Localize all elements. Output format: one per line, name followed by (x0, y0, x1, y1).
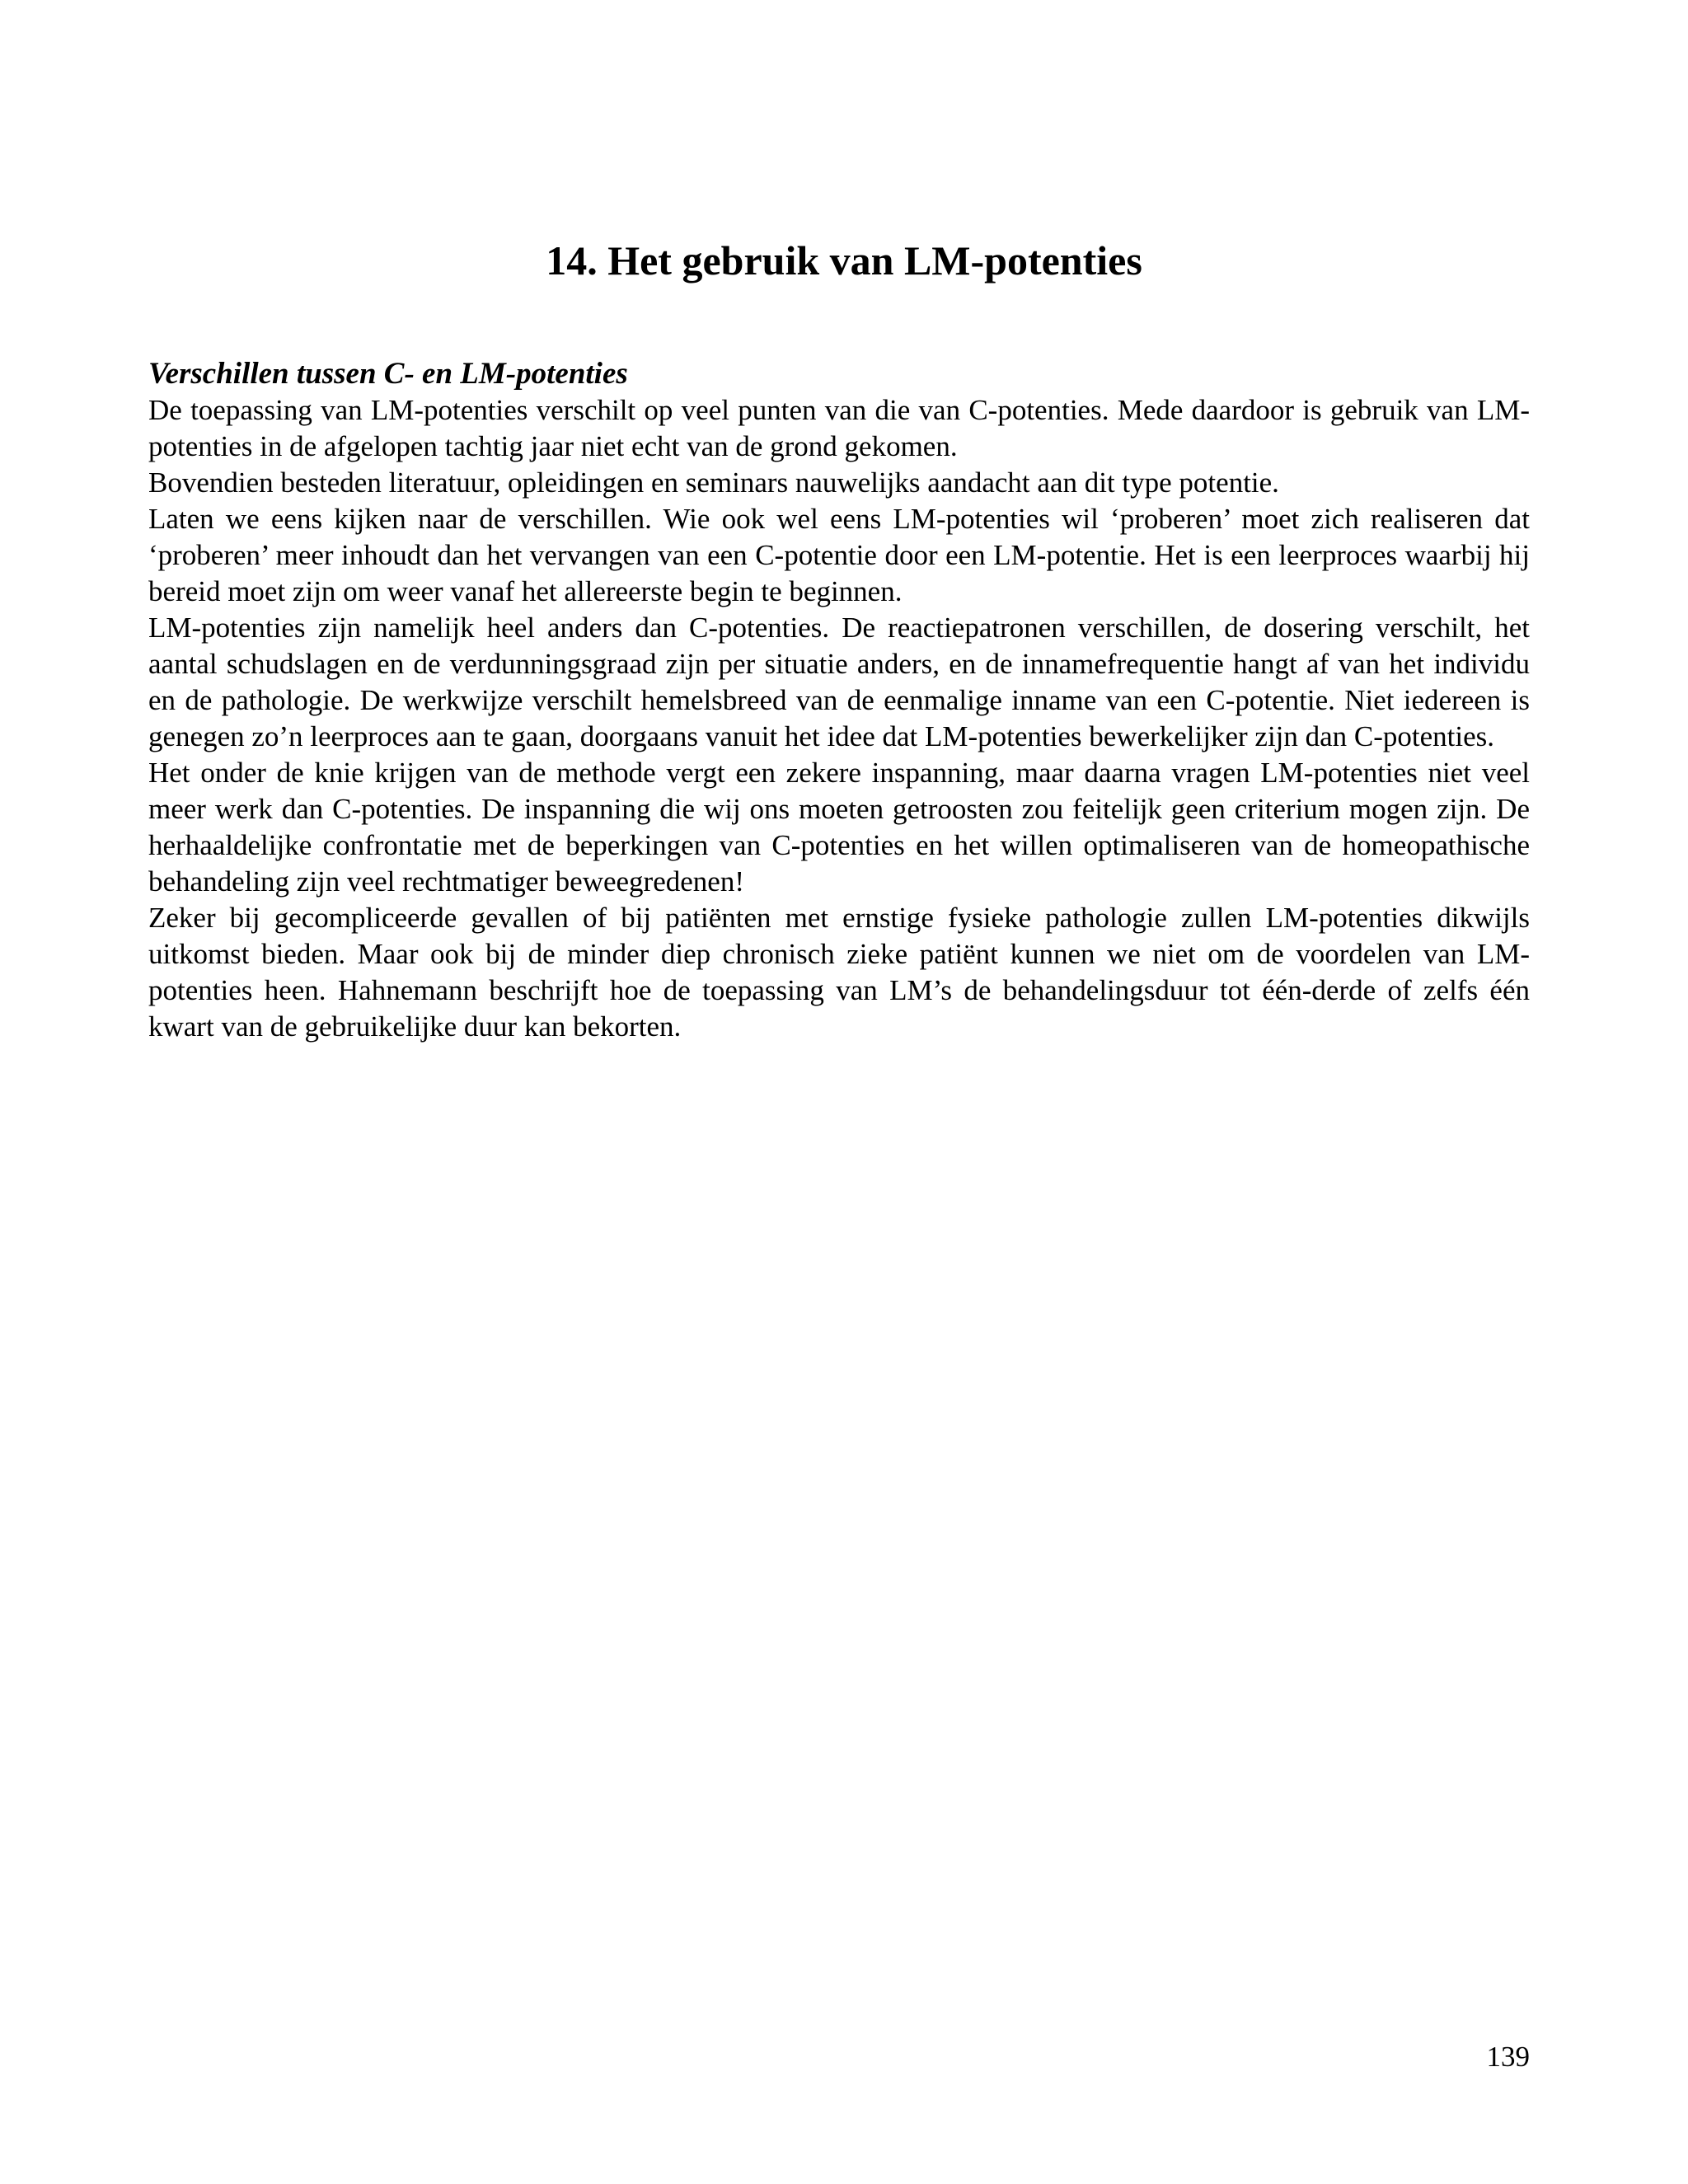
paragraph: Bovendien besteden literatuur, opleidingen en seminars nauwelijks aandacht aan dit type potentie. (148, 466, 1279, 499)
paragraph: Het onder de knie krijgen van de methode vergt een zekere inspanning, maar daarna vragen LM-potenties niet veel meer werk dan C-potenties. De inspanning die wij ons moeten getroosten zou feitelijk geen criterium mogen zijn. De herhaaldelijke confrontatie met de beperkingen van C-potenties en het willen optimaliseren van de homeopathische behandeling zijn veel rechtmatiger beweegredenen! (148, 757, 1530, 898)
chapter-title: 14. Het gebruik van LM-potenties (546, 237, 1142, 284)
paragraph: Laten we eens kijken naar de verschillen. Wie ook wel eens LM-potenties wil ‘proberen’ moet zich realiseren dat ‘proberen’ meer inhoudt dan het vervangen van een C-potentie door een LM-potentie. Het is een leerproces waarbij hij bereid moet zijn om weer vanaf het allereerste begin te beginnen. (148, 503, 1530, 607)
paragraph: Zeker bij gecompliceerde gevallen of bij patiënten met ernstige fysieke pathologie zullen LM-potenties dikwijls uitkomst bieden. Maar ook bij de minder diep chronisch zieke patiënt kunnen we niet om de voordelen van LM-potenties heen. Hahnemann beschrijft hoe de toepassing van LM’s de behandelingsduur tot één-derde of zelfs één kwart van de gebruikelijke duur kan bekorten. (148, 902, 1530, 1043)
paragraph: LM-potenties zijn namelijk heel anders dan C-potenties. De reactiepatronen verschillen, de dosering verschilt, het aantal schudslagen en de verdunningsgraad zijn per situatie anders, en de innamefrequentie hangt af van het individu en de pathologie. De werkwijze verschilt hemelsbreed van de eenmalige inname van een C-potentie. Niet iedereen is genegen zo’n leerproces aan te gaan, doorgaans vanuit het idee dat LM-potenties bewerkelijker zijn dan C-potenties. (148, 612, 1530, 752)
paragraph: De toepassing van LM-potenties verschilt op veel punten van die van C-potenties. Mede daardoor is gebruik van LM-potenties in de afgelopen tachtig jaar niet echt van de grond gekomen. (148, 394, 1530, 462)
body-content (148, 356, 1530, 1045)
section-heading: Verschillen tussen C- en LM-potenties (148, 357, 628, 391)
page-number: 139 (1486, 2041, 1530, 2073)
